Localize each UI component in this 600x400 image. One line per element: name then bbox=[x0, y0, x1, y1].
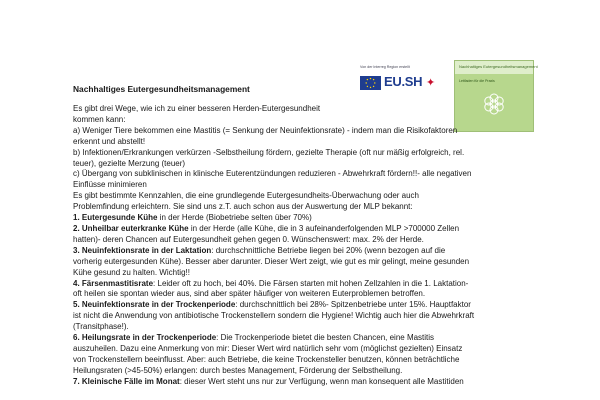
body-line-text: ist nicht die Anwendung von antibiotische Trockenstellern sondern die Hygiene! Wichtig auch hier die Abwehrkraft bbox=[73, 311, 475, 321]
body-line-text: in der Herde (Biobetriebe selten über 70%) bbox=[157, 213, 312, 223]
body-line-text: : Die Trockenperiode bietet die besten Chancen, eine Mastitis bbox=[216, 333, 435, 343]
body-line bbox=[73, 300, 533, 311]
logo-text: EU.SH bbox=[384, 74, 423, 89]
body-line bbox=[73, 366, 533, 377]
body-line-text: Es gibt bestimmte Kennzahlen, die eine grundlegende Eutergesundheits-Überwachung oder auch bbox=[73, 191, 420, 201]
body-line bbox=[73, 159, 533, 170]
body-line-text: auszuheilen. Dazu eine Anmerkung von mir: Dieser Wert wird natürlich sehr vom (möglichst gezielten) Einsatz bbox=[73, 343, 463, 353]
body-line bbox=[73, 246, 533, 257]
body-line-heading: 7. Kleinische Fälle im Monat bbox=[73, 376, 180, 386]
body-line-text: : Leider oft zu hoch, bei 40%. Die Färsen starten mit hohen Zellzahlen in die 1. Laktation- bbox=[153, 278, 469, 288]
body-line-text: von Trockenstellern beeinflusst. Aber: auch Betriebe, die keine Trockensteller benutzen, können beträchtliche bbox=[73, 354, 460, 364]
book-title: Nachhaltiges Eutergesundheitsmanagement bbox=[459, 64, 538, 69]
body-line bbox=[73, 115, 533, 126]
region-mark-icon: ✦ bbox=[426, 77, 436, 89]
body-line bbox=[73, 333, 533, 344]
body-line-heading: 6. Heilungsrate in der Trockenperiode bbox=[73, 333, 217, 343]
body-line-text: Heilungsraten (>45-50%) erlangen: durch bestes Management, Förderung der Selbstheilung. bbox=[73, 365, 403, 375]
body-line bbox=[73, 148, 533, 159]
body-line-text: Problemfindung erleichtern. Sie sind uns z.T. auch schon aus der Auswertung der MLP bekannt: bbox=[73, 202, 413, 212]
body-line-text: c) Übergang von subklinischen in klinische Euterentzündungen reduzieren - Abwehrkraft fördern!!- alle negativen bbox=[73, 169, 472, 179]
body-line-text: in der Herde (alle Kühe, die in 3 aufeinanderfolgenden MLP >700000 Zellen bbox=[188, 223, 460, 233]
body-line bbox=[73, 268, 533, 279]
body-line-text: : dieser Wert steht uns nur zur Verfügung, wenn man konsequent alle Mastitiden bbox=[179, 376, 464, 386]
body-line bbox=[73, 191, 533, 202]
eu-sh-logo bbox=[360, 62, 446, 102]
body-line bbox=[73, 213, 533, 224]
body-line-text: teuer), gezielte Merzung (teuer) bbox=[73, 158, 186, 168]
document-body bbox=[73, 104, 533, 388]
body-line-text: hatten)- deren Chancen auf Eutergesundheit gehen gegen 0. Wünschenswert: max. 2% der Herde. bbox=[73, 234, 424, 244]
body-line-heading: 5. Neuinfektionsrate in der Trockenperiode bbox=[73, 300, 236, 310]
body-line bbox=[73, 322, 533, 333]
book-subtitle: Leitfaden für die Praxis bbox=[459, 79, 495, 83]
body-line-text: erkennt und abstellt! bbox=[73, 136, 146, 146]
body-line bbox=[73, 355, 533, 366]
body-line-text: (Transitphase!). bbox=[73, 322, 129, 332]
body-line-heading: 2. Unheilbar euterkranke Kühe bbox=[73, 223, 189, 233]
body-line-text: : durchschnittliche Betriebe liegen bei 20% (wenn bezogen auf die bbox=[211, 245, 446, 255]
body-line bbox=[73, 257, 533, 268]
body-line bbox=[73, 377, 533, 388]
document-title: Nachhaltiges Eutergesundheitsmanagement bbox=[73, 84, 250, 94]
body-line bbox=[73, 279, 533, 290]
body-line bbox=[73, 202, 533, 213]
body-line-text: a) Weniger Tiere bekommen eine Mastitis (= Senkung der Neuinfektionsrate) - indem man die Risikofaktoren bbox=[73, 125, 458, 135]
body-line-text: Einflüsse minimieren bbox=[73, 180, 147, 190]
body-line bbox=[73, 344, 533, 355]
body-line bbox=[73, 169, 533, 180]
body-line-text: Es gibt drei Wege, wie ich zu einer besseren Herden-Eutergesundheit bbox=[73, 104, 321, 113]
body-line bbox=[73, 235, 533, 246]
body-line-text: kommen kann: bbox=[73, 114, 126, 124]
body-line bbox=[73, 289, 533, 300]
body-line-text: Kühe gesund zu halten. Wichtig!! bbox=[73, 267, 190, 277]
body-line bbox=[73, 224, 533, 235]
body-line-text: oft heilen sie spontan wieder aus, sind aber später häufiger von weiteren Euterproblemen betroffen. bbox=[73, 289, 426, 299]
body-line bbox=[73, 126, 533, 137]
body-line-text: b) Infektionen/Erkrankungen verkürzen -Selbstheilung fördern, gezielte Therapie (oft nur mäßig erfolgreich, rel. bbox=[73, 147, 465, 157]
body-line-text: : durchschnittlich bei 28%- Spitzenbetriebe unter 15%. Hauptfaktor bbox=[235, 300, 471, 310]
logo-caption: Von der Interreg Region erstellt bbox=[360, 65, 410, 69]
body-line bbox=[73, 180, 533, 191]
body-line bbox=[73, 311, 533, 322]
body-line-heading: 4. Färsenmastitisrate bbox=[73, 278, 154, 288]
body-line-text: vorherig eutergesunden Kühe). Besser aber darunter. Dieser Wert zeigt, wie gut es mir gelingt, meine gesunden bbox=[73, 256, 470, 266]
body-line-heading: 3. Neuinfektionsrate in der Laktation bbox=[73, 245, 212, 255]
body-line-heading: 1. Eutergesunde Kühe bbox=[73, 213, 158, 223]
eu-flag-icon bbox=[360, 76, 381, 90]
body-line bbox=[73, 104, 533, 115]
body-line bbox=[73, 137, 533, 148]
